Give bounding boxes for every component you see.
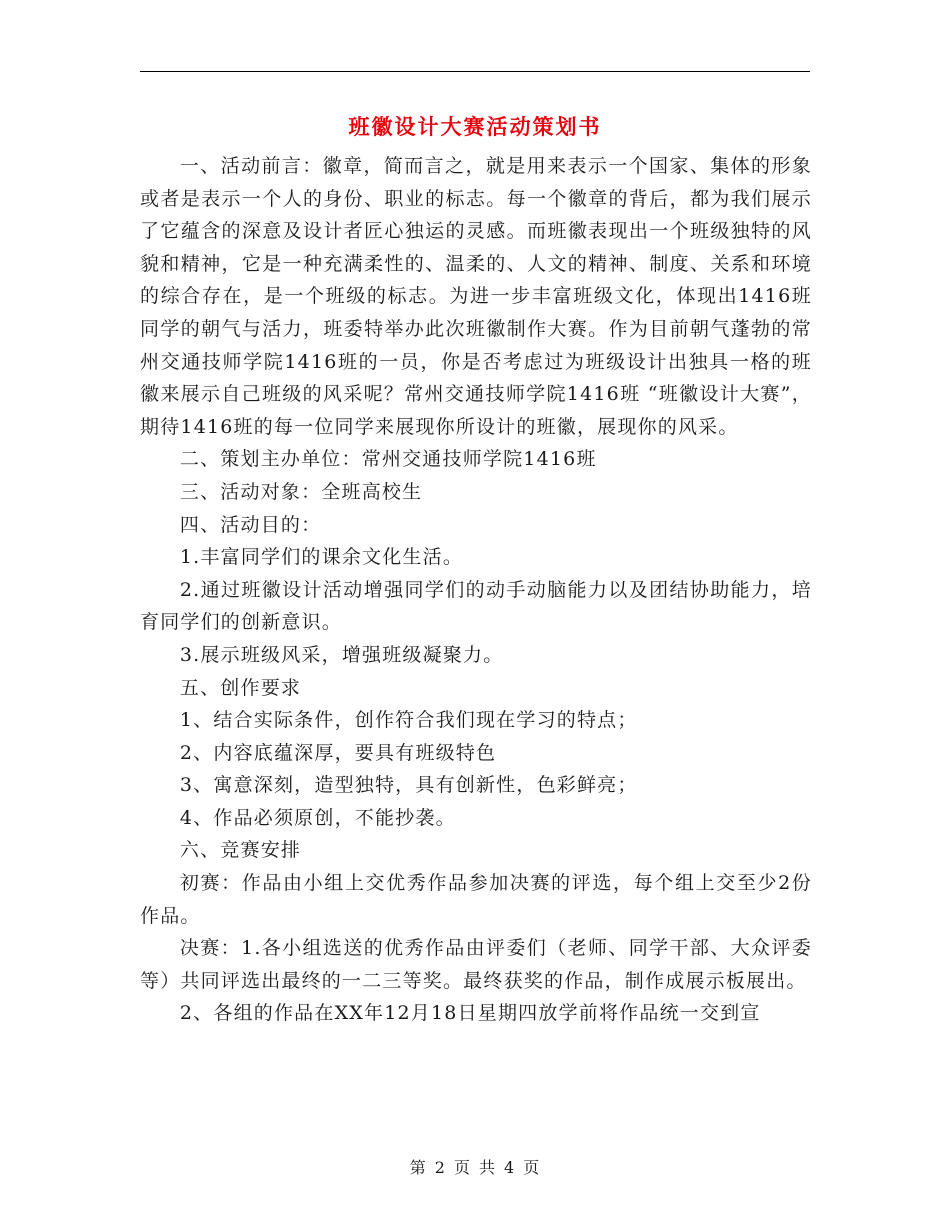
paragraph-requirement-4: 4、作品必须原创，不能抄袭。 (179, 806, 456, 829)
document-body (140, 150, 812, 1030)
page-footer (0, 1155, 950, 1178)
total-label-suffix: 页 (523, 1158, 541, 1177)
paragraph-purpose-3: 3.展示班级风采，增强班级凝聚力。 (179, 643, 504, 666)
paragraph-submission: 2、各组的作品在XX年12月18日星期四放学前将作品统一交到宣 (179, 1002, 761, 1025)
paragraph-organizer: 二、策划主办单位：常州交通技师学院1416班 (179, 448, 597, 471)
total-label-prefix: 共 (479, 1158, 497, 1177)
paragraph-purpose-2: 2.通过班徽设计活动增强同学们的动手动脑能力以及团结协助能力，培育同学们的创新意识。 (140, 578, 812, 634)
paragraph-preface: 一、活动前言：徽章，简而言之，就是用来表示一个国家、集体的形象或者是表示一个人的身份、职业的标志。每一个徽章的背后，都为我们展示了它蕴含的深意及设计者匠心独运的灵感。而班徽表现出一个班级独特的风貌和精神，它是一种充满柔性的、温柔的、人文的精神、制度、关系和环境的综合存在，是一个班级的标志。为进一步丰富班级文化，体现出1416班同学的朝气与活力，班委特举办此次班徽制作大赛。作为目前朝气蓬勃的常州交通技师学院1416班的一员，你是否考虑过为班级设计出独具一格的班徽来展示自己班级的风采呢？常州交通技师学院1416班 “班徽设计大赛”，期待1416班的每一位同学来展现你所设计的班徽，展现你的风采。 (140, 155, 812, 438)
page-label-prefix: 第 (409, 1158, 427, 1177)
paragraph-requirement-1: 1、结合实际条件，创作符合我们现在学习的特点； (179, 709, 638, 732)
paragraph-requirement-2: 2、内容底蕴深厚，要具有班级特色 (179, 741, 497, 764)
document-title: 班徽设计大赛活动策划书 (348, 114, 602, 139)
paragraph-schedule-heading: 六、竞赛安排 (179, 839, 302, 862)
paragraph-final: 决赛：1.各小组选送的优秀作品由评委们（老师、同学干部、大众评委等）共同评选出最终的一二三等奖。最终获奖的作品，制作成展示板展出。 (140, 937, 812, 992)
header-rule (140, 71, 810, 72)
paragraph-preliminary: 初赛：作品由小组上交优秀作品参加决赛的评选，每个组上交至少2份作品。 (140, 872, 812, 927)
paragraph-purpose-heading: 四、活动目的： (179, 513, 322, 536)
current-page-number: 2 (434, 1158, 446, 1177)
paragraph-requirements-heading: 五、创作要求 (179, 676, 302, 699)
paragraph-purpose-1: 1.丰富同学们的课余文化生活。 (179, 546, 464, 569)
paragraph-requirement-3: 3、寓意深刻，造型独特，具有创新性，色彩鲜亮； (179, 774, 638, 797)
paragraph-audience: 三、活动对象：全班高校生 (179, 480, 423, 503)
total-page-number: 4 (504, 1158, 516, 1177)
page-label-suffix: 页 (453, 1158, 471, 1177)
